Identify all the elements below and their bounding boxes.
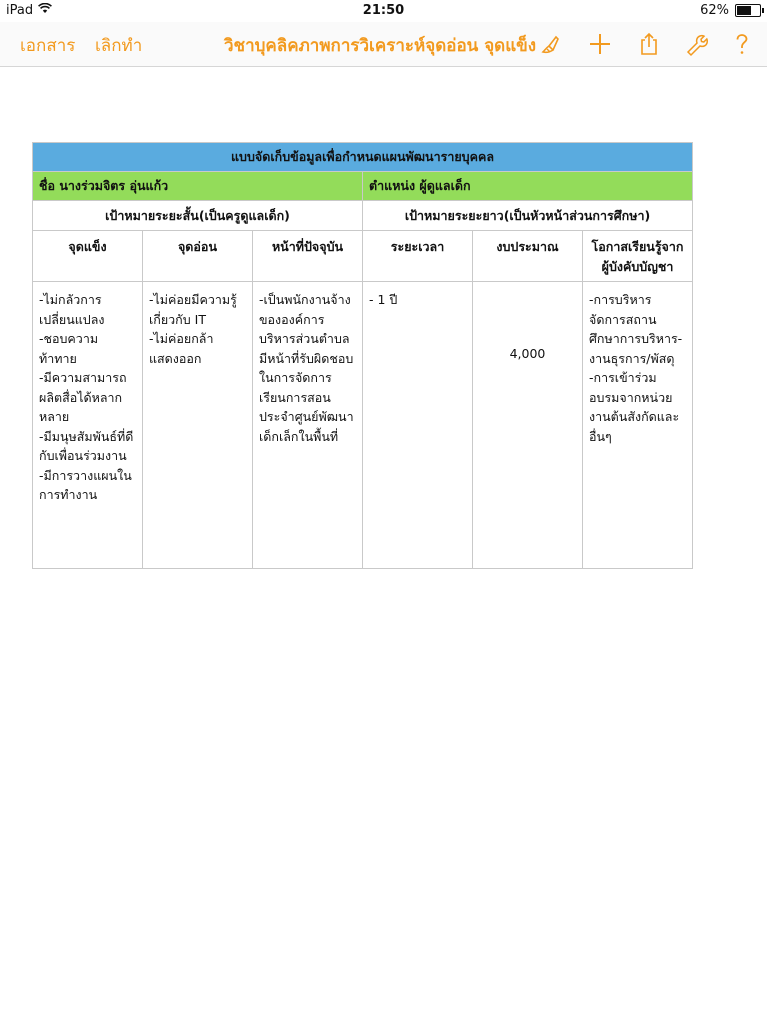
- help-icon[interactable]: [729, 31, 755, 57]
- battery-icon: [735, 4, 761, 17]
- cell-text-line: เกี่ยวกับ IT: [149, 311, 206, 327]
- cell-text-line: แสดงออก: [149, 350, 202, 366]
- cell-text-line: ขององค์การ: [259, 311, 325, 327]
- cell-text-line: -การเข้าร่วม: [589, 370, 657, 385]
- status-bar: [0, 0, 767, 22]
- cell-text-line: งานธุรการ/พัสดุ: [589, 350, 675, 366]
- device-name: iPad: [6, 3, 34, 18]
- cell-text-line: ศึกษาการบริหาร-: [589, 331, 683, 346]
- opportunity-cell[interactable]: [583, 282, 693, 569]
- battery-level: [737, 6, 751, 15]
- cell-text-line: -มีความสามารถ: [39, 370, 127, 385]
- col-header-duration[interactable]: ระยะเวลา: [363, 231, 473, 282]
- share-icon[interactable]: [636, 31, 662, 57]
- cell-text-line: งานต้นสังกัดและ: [589, 409, 680, 424]
- cell-text-line: เปลี่ยนแปลง: [39, 311, 105, 327]
- cell-text-line: ในการจัดการ: [259, 370, 332, 385]
- strengths-cell[interactable]: [33, 282, 143, 569]
- cell-text-line: มีหน้าที่รับผิดชอบ: [259, 350, 354, 366]
- col-header-opportunity[interactable]: โอกาสเรียนรู้จาก ผู้บังคับบัญชา: [583, 231, 693, 282]
- status-right: [700, 3, 761, 18]
- long-goal-cell[interactable]: เป้าหมายระยะยาว(เป็นหัวหน้าส่วนการศึกษา): [363, 201, 693, 231]
- cell-text-line: -การบริหาร: [589, 292, 652, 307]
- name-cell[interactable]: ชื่อ นางร่วมจิตร อุ่นแก้ว: [33, 172, 363, 201]
- battery-percent: 62%: [700, 3, 729, 18]
- cell-text-line: -ไม่กลัวการ: [39, 292, 102, 307]
- col-header-current-duty[interactable]: หน้าที่ปัจจุบัน: [253, 231, 363, 282]
- spreadsheet-table[interactable]: [32, 142, 692, 569]
- duration-cell[interactable]: - 1 ปี: [363, 282, 473, 569]
- cell-text-line: กับเพื่อนร่วมงาน: [39, 448, 127, 463]
- table-row: [33, 282, 693, 569]
- col-header-weaknesses[interactable]: จุดอ่อน: [143, 231, 253, 282]
- cell-text-line: ประจำศูนย์พัฒนา: [259, 409, 354, 424]
- cell-text-line: เด็กเล็กในพื้นที่: [259, 428, 339, 444]
- cell-text-line: เรียนการสอน: [259, 389, 331, 405]
- cell-text-line: อบรมจากหน่วย: [589, 389, 673, 405]
- cell-text-line: ท้าทาย: [39, 350, 77, 366]
- cell-text-line: -ไม่ค่อยกล้า: [149, 331, 214, 346]
- short-goal-cell[interactable]: เป้าหมายระยะสั้น(เป็นครูดูแลเด็ก): [33, 201, 363, 231]
- toolbar: [0, 22, 767, 67]
- development-plan-table[interactable]: [32, 142, 693, 569]
- add-icon[interactable]: [587, 31, 613, 57]
- clock: 21:50: [362, 3, 405, 18]
- column-header-row: [33, 231, 693, 282]
- document-title[interactable]: วิชาบุคลิคภาพการวิเคราะห์จุดอ่อน จุดแข็ง: [224, 36, 537, 56]
- cell-text-line: จัดการสถาน: [589, 311, 657, 327]
- cell-text-line: -มีมนุษสัมพันธ์ที่ดี: [39, 428, 134, 444]
- paintbrush-icon[interactable]: [537, 31, 563, 57]
- documents-button[interactable]: เอกสาร: [20, 36, 76, 56]
- col-header-budget[interactable]: งบประมาณ: [473, 231, 583, 282]
- cell-text-line: -มีการวางแผนใน: [39, 467, 132, 483]
- current-duty-cell[interactable]: [253, 282, 363, 569]
- cell-text-line: หลาย: [39, 409, 70, 424]
- banner-row: [33, 143, 693, 172]
- cell-text-line: -เป็นพนักงานจ้าง: [259, 292, 351, 307]
- cell-text-line: อื่นๆ: [589, 428, 612, 444]
- cell-text-line: การทำงาน: [39, 487, 98, 502]
- wrench-icon[interactable]: [683, 31, 709, 57]
- banner-cell[interactable]: แบบจัดเก็บข้อมูลเพื่อกำหนดแผนพัฒนารายบุคคล: [33, 143, 693, 172]
- cell-text-line: -ชอบความ: [39, 331, 99, 346]
- name-row: [33, 172, 693, 201]
- goal-row: [33, 201, 693, 231]
- cell-text-line: -ไม่ค่อยมีความรู้: [149, 292, 237, 307]
- weaknesses-cell[interactable]: [143, 282, 253, 569]
- cell-text-line: ผลิตสื่อได้หลาก: [39, 389, 123, 405]
- position-cell[interactable]: ตำแหน่ง ผู้ดูแลเด็ก: [363, 172, 693, 201]
- cell-text-line: บริหารส่วนตำบล: [259, 331, 350, 346]
- undo-button[interactable]: เลิกทำ: [95, 36, 143, 56]
- col-header-strengths[interactable]: จุดแข็ง: [33, 231, 143, 282]
- budget-cell[interactable]: 4,000: [473, 282, 583, 569]
